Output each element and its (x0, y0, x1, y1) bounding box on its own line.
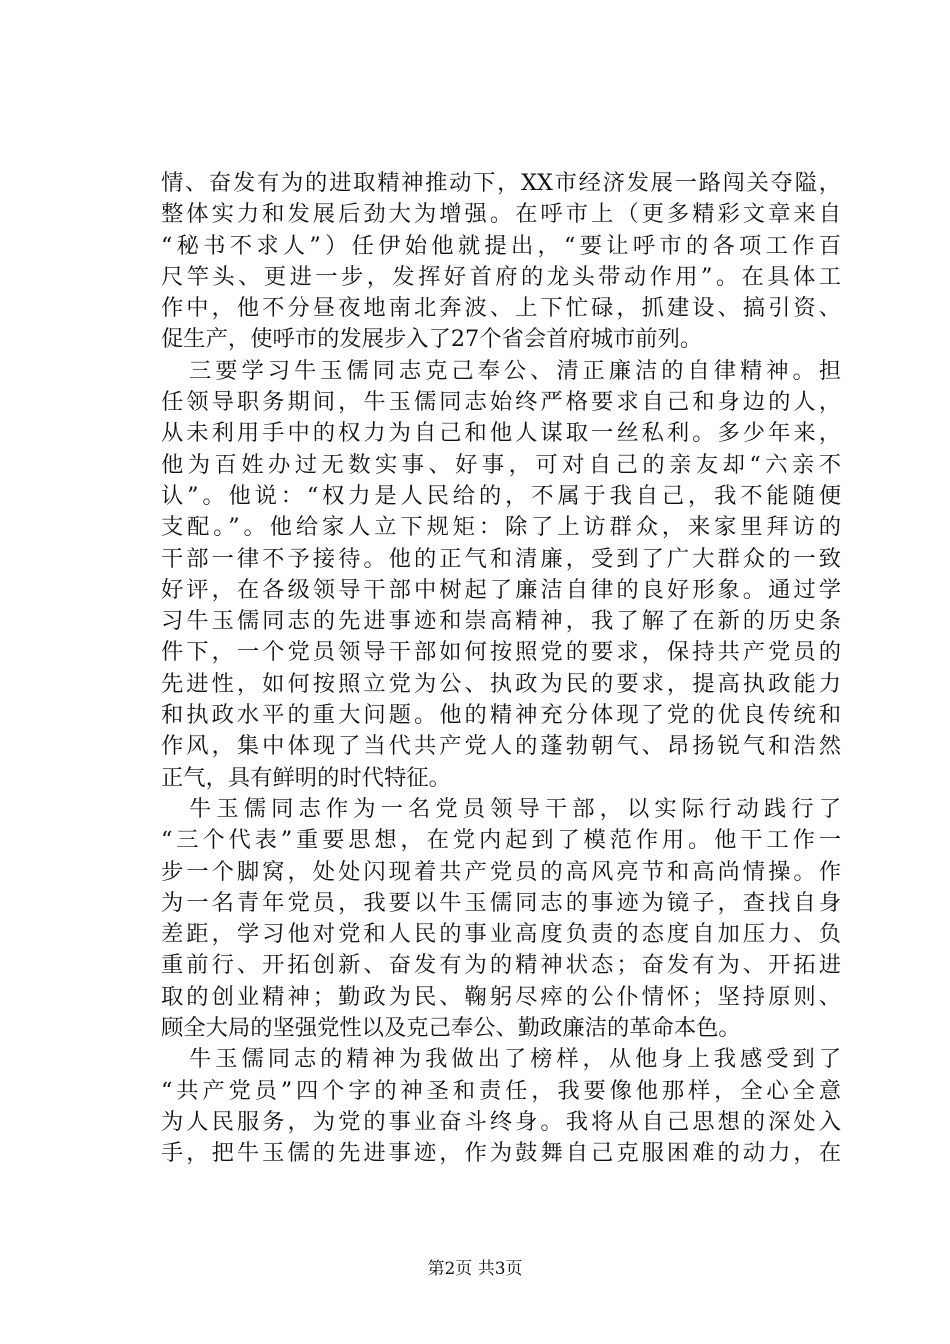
text-line: 牛玉儒同志的精神为我做出了榜样，从他身上我感受到了 (189, 1046, 841, 1073)
text-line: 习牛玉儒同志的先进事迹和崇高精神，我了解了在新的历史条 (161, 608, 841, 635)
text-line: 作风，集中体现了当代共产党人的蓬勃朝气、昂扬锐气和浩然 (161, 733, 841, 760)
text-line: 任领导职务期间，牛玉儒同志始终严格要求自己和身边的人， (161, 389, 841, 416)
text-line: 为人民服务，为党的事业奋斗终身。我将从自己思想的深处入 (161, 1108, 841, 1135)
text-line: “秘书不求人”）任伊始他就提出，“要让呼市的各项工作百 (161, 232, 841, 259)
document-body (161, 168, 841, 1170)
text-line: 好评，在各级领导干部中树起了廉洁自律的良好形象。通过学 (161, 576, 841, 603)
text-line: 件下，一个党员领导干部如何按照党的要求，保持共产党员的 (161, 639, 841, 666)
text-line: 牛玉儒同志作为一名党员领导干部，以实际行动践行了 (189, 795, 841, 822)
text-line: 干部一律不予接待。他的正气和清廉，受到了广大群众的一致 (161, 545, 841, 572)
text-line: 差距，学习他对党和人民的事业高度负责的态度自加压力、负 (161, 921, 841, 948)
text-line: “三个代表”重要思想，在党内起到了模范作用。他干工作一 (161, 827, 841, 854)
text-line: 正气，具有鲜明的时代特征。 (161, 764, 451, 791)
text-line: 支配。”。他给家人立下规矩：除了上访群众，来家里拜访的 (161, 514, 841, 541)
text-line: 步一个脚窝，处处闪现着共产党员的高风亮节和高尚情操。作 (161, 858, 841, 885)
text-line: 认”。他说：“权力是人民给的，不属于我自己，我不能随便 (161, 482, 841, 509)
text-line: 重前行、开拓创新、奋发有为的精神状态；奋发有为、开拓进 (161, 952, 841, 979)
text-line: 手，把牛玉儒的先进事迹，作为鼓舞自己克服困难的动力，在 (161, 1140, 841, 1167)
text-line: 尺竿头、更进一步，发挥好首府的龙头带动作用”。在具体工 (161, 263, 841, 290)
text-line: 为一名青年党员，我要以牛玉儒同志的事迹为镜子，查找自身 (161, 889, 841, 916)
text-line: 他为百姓办过无数实事、好事，可对自己的亲友却“六亲不 (161, 451, 841, 478)
text-line: 情、奋发有为的进取精神推动下，XX市经济发展一路闯关夺隘， (161, 170, 841, 196)
text-line: 三要学习牛玉儒同志克己奉公、清正廉洁的自律精神。担 (189, 357, 841, 384)
text-line: 先进性，如何按照立党为公、执政为民的要求，提高执政能力 (161, 670, 841, 697)
page-footer: 第2页 共3页 (427, 1259, 523, 1279)
text-line: 从未利用手中的权力为自己和他人谋取一丝私利。多少年来， (161, 420, 841, 447)
text-line: 顾全大局的坚强党性以及克己奉公、勤政廉洁的革命本色。 (161, 1015, 741, 1042)
text-line: 作中，他不分昼夜地南北奔波、上下忙碌，抓建设、搞引资、 (161, 295, 841, 322)
text-line: 取的创业精神；勤政为民、鞠躬尽瘁的公仆情怀；坚持原则、 (161, 983, 841, 1010)
text-line: 和执政水平的重大问题。他的精神充分体现了党的优良传统和 (161, 702, 841, 729)
text-line: 整体实力和发展后劲大为增强。在呼市上（更多精彩文章来自 (161, 201, 841, 228)
text-line: “共产党员”四个字的神圣和责任，我要像他那样，全心全意 (161, 1077, 841, 1104)
text-line: 促生产，使呼市的发展步入了27个省会首府城市前列。 (161, 326, 703, 353)
